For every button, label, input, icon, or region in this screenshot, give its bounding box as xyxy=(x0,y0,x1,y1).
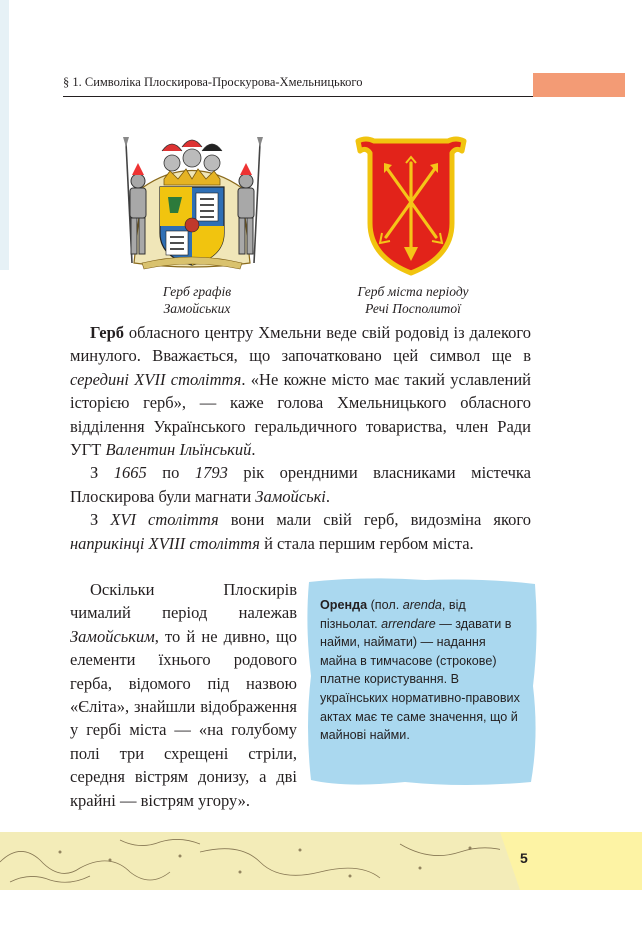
text-run: , то й не дивно, що елементи їхнього родового герба, відомого під назвою «Єліта», знайшли відображення у гербі міста — «на голубому полі три схрещені стріли, середня вістрям донизу, а дві крайні — вістрям угору». xyxy=(70,626,297,810)
text-run: З xyxy=(90,463,114,483)
paragraph xyxy=(70,321,531,461)
text-run: по xyxy=(146,463,195,483)
text-run: вони мали свій герб, видозміна якого xyxy=(218,510,531,530)
side-column-text xyxy=(70,578,297,812)
paragraph xyxy=(70,508,531,555)
paragraph xyxy=(70,578,297,812)
decorative-map-strip xyxy=(0,832,525,890)
zamoyski-coat-of-arms-icon xyxy=(112,133,272,271)
text-run: , від пізньолат. xyxy=(320,598,466,631)
text-italic: XVI століття xyxy=(110,510,219,530)
caption-line: Замойських xyxy=(163,301,231,316)
caption-line: Герб міста періоду xyxy=(357,284,469,299)
text-italic: середині XVII століття xyxy=(70,369,242,389)
text-italic: 1793 xyxy=(194,463,228,483)
text-italic: Замойським xyxy=(70,626,155,646)
paragraph xyxy=(70,461,531,508)
caption-line: Герб графів xyxy=(162,284,232,299)
text-run: рік орендними власниками містечка Плоскирова були магнати xyxy=(70,463,531,506)
text-run: З xyxy=(90,510,111,530)
text-run: — здавати в найми, наймати) — надання майна в тимчасове (строкове) платне користування. В українських нормативно-правових актах має те саме значення, що й майнові найми. xyxy=(320,616,520,743)
caption-line: Речі Посполитої xyxy=(365,301,461,316)
text-run: Оскільки Плоскирів чималий період належав xyxy=(70,580,297,623)
text-run: й стала першим гербом міста. xyxy=(259,533,474,553)
text-run: . xyxy=(325,486,331,506)
city-coat-of-arms-icon xyxy=(352,133,470,276)
text-italic: Валентин Ільїнський xyxy=(105,440,252,460)
text-italic: 1665 xyxy=(113,463,147,483)
term-bold: Герб xyxy=(90,323,124,342)
header-rule xyxy=(63,96,533,97)
section-title: § 1. Символіка Плоскирова-Проскурова-Хмельницького xyxy=(63,75,363,89)
text-italic: arrendare xyxy=(381,616,436,631)
left-edge-strip xyxy=(0,0,9,270)
page-number: 5 xyxy=(520,850,528,866)
figure-caption-2 xyxy=(328,283,498,317)
definition-note xyxy=(320,596,525,745)
text-italic: наприкінці XVIII століття xyxy=(70,533,260,553)
text-run: (пол. xyxy=(367,598,403,612)
note-term: Оренда xyxy=(320,598,368,612)
figure-caption-1 xyxy=(127,283,267,317)
text-run: обласного центру Хмельни веде свій родовід із далекого минулого. Вважається, що започатковано цей символ ще в xyxy=(70,323,531,366)
text-run: . «Не кожне місто має такий уславлений історією герб», — каже голова Хмельницького обласного відділення Українського геральдичного товариства, член Ради УГТ xyxy=(70,369,531,460)
text-italic: arenda xyxy=(402,598,442,612)
header-tab xyxy=(533,73,625,97)
text-italic: Замойські xyxy=(255,486,326,506)
main-text xyxy=(70,321,531,555)
text-run: . xyxy=(251,440,256,460)
